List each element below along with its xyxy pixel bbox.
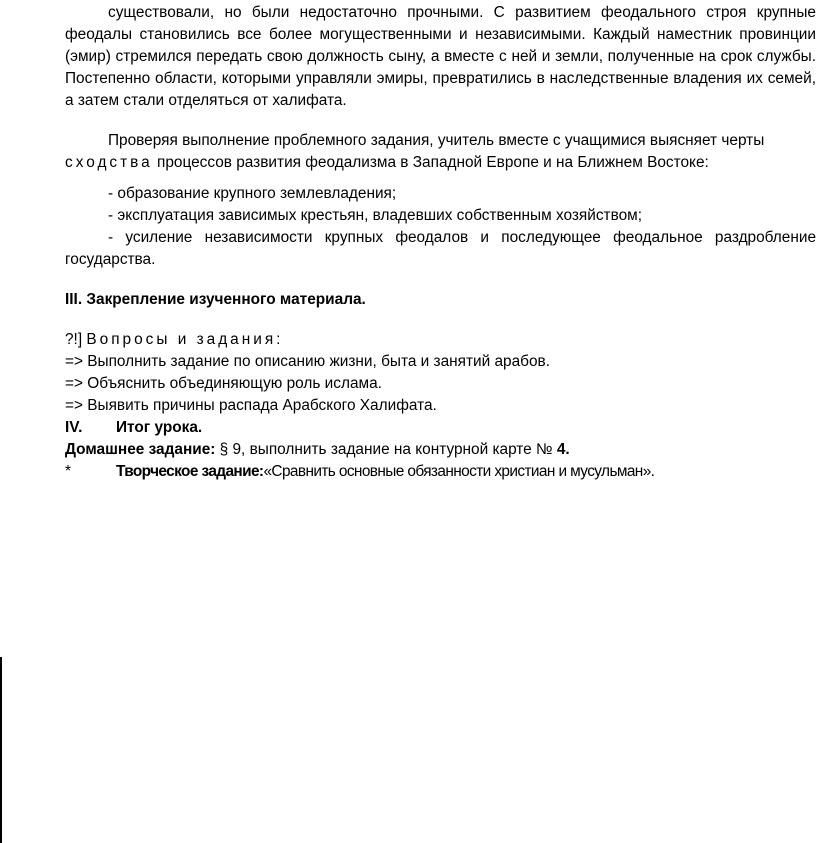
paragraph-comparison-text-before: Проверяя выполнение проблемного задания, учитель вместе с учащимися выясняет черты xyxy=(108,132,765,149)
section-numeral: III xyxy=(65,291,78,308)
list-item: => Выполнить задание по описанию жизни, быта и занятий арабов. xyxy=(65,353,551,370)
questions-heading xyxy=(65,329,816,351)
page-edge-line xyxy=(0,657,2,843)
section-title: . Закрепление изученного материала. xyxy=(77,291,366,308)
spacer xyxy=(65,271,816,289)
homework-number: 4. xyxy=(556,441,570,458)
creative-task-line xyxy=(65,461,816,483)
list-item: => Выявить причины распада Арабского Халифата. xyxy=(65,397,437,414)
section-heading-consolidation xyxy=(65,289,816,311)
creative-marker: * xyxy=(65,463,71,480)
homework-label: Домашнее задание: xyxy=(65,441,216,458)
list-item: - образование крупного землевладения; xyxy=(108,185,397,202)
spacer xyxy=(65,174,816,183)
spacer xyxy=(65,112,816,130)
section-title: Итог урока. xyxy=(116,419,203,436)
homework-line xyxy=(65,439,816,461)
creative-label: Творческое задание: xyxy=(116,463,264,480)
section-heading-summary xyxy=(65,417,816,439)
paragraph-comparison-text-after: процессов развития феодализма в Западной Европе и на Ближнем Востоке: xyxy=(152,154,709,171)
section-numeral: IV. xyxy=(65,419,83,436)
document-page xyxy=(65,2,816,483)
paragraph-comparison xyxy=(65,130,816,174)
questions-heading-text: Вопросы и задания: xyxy=(86,331,284,348)
spacer xyxy=(65,311,816,329)
questions-prefix: ?!] xyxy=(65,331,87,348)
list-item: - эксплуатация зависимых крестьян, владевших собственным хозяйством; xyxy=(108,207,643,224)
list-item: => Объяснить объединяющую роль ислама. xyxy=(65,375,382,392)
homework-text: § 9, выполнить задание на контурной карте № xyxy=(215,441,557,458)
spaced-word-similarity: сходства xyxy=(65,154,153,171)
creative-text: «Сравнить основные обязанности христиан и мусульман». xyxy=(263,463,655,480)
list-item: - усиление независимости крупных феодалов и последующее феодальное раздробление государства. xyxy=(65,229,816,268)
paragraph-feudal-emirs: существовали, но были недостаточно прочными. С развитием феодального строя крупные феодалы становились все более могущественными и независимыми. Каждый наместник провинции (эмир) стремился передать свою должность сыну, а вместе с ней и земли, полученные на срок службы. Постепенно области, которыми управляли эмиры, превратились в наследственные владения их семей, а затем стали отделяться от халифата. xyxy=(65,4,816,109)
features-list xyxy=(65,183,816,271)
